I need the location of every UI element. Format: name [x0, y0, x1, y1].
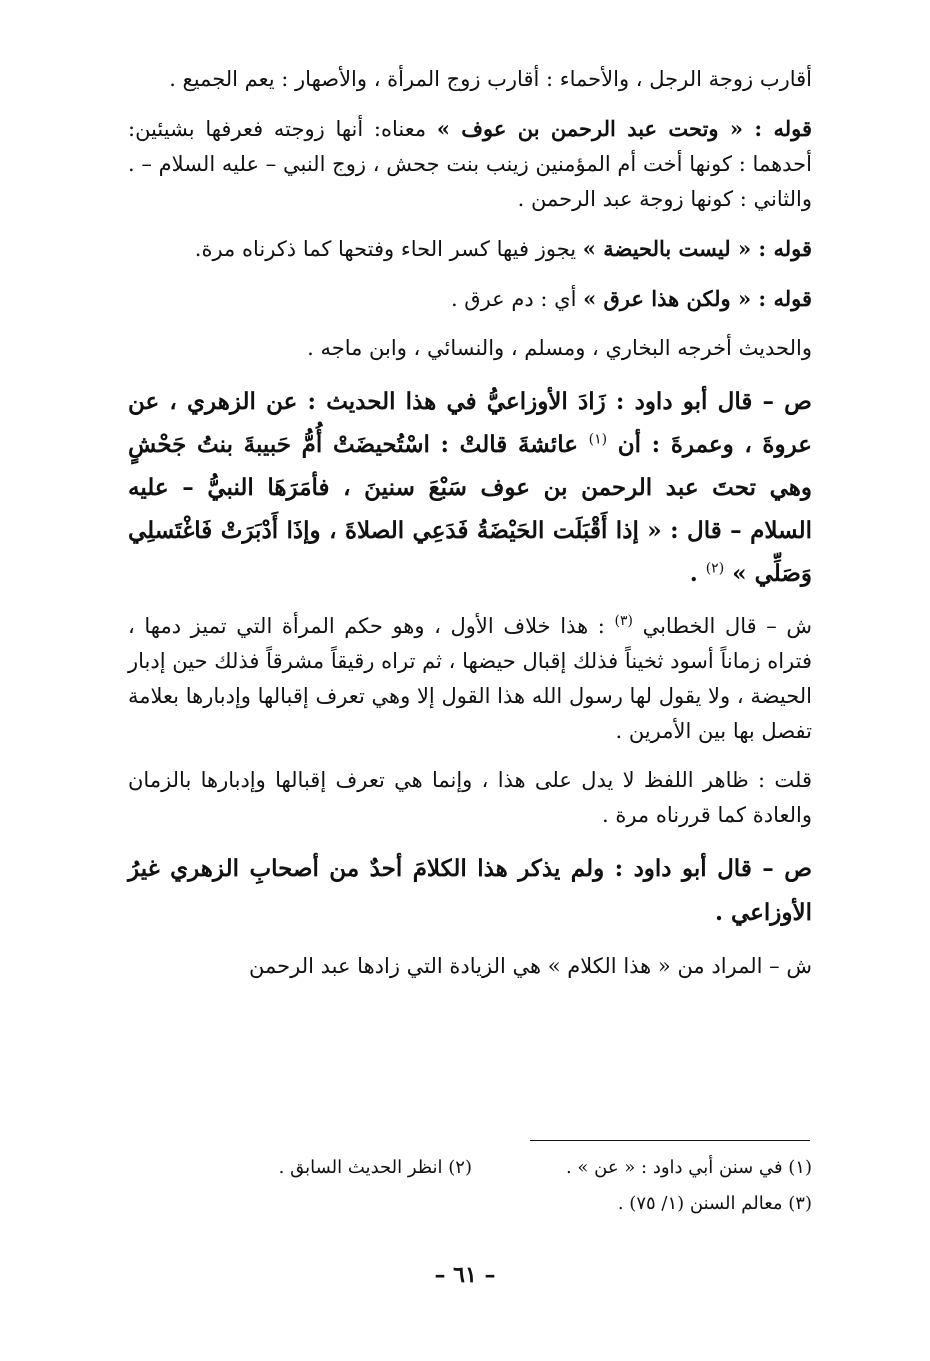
sharh-text-1 — [128, 609, 812, 749]
paragraph-text: والحديث أخرجه البخاري ، ومسلم ، والنسائي ، وابن ماجه . — [307, 336, 812, 360]
footnote-2: (٢) انظر الحديث السابق . — [278, 1157, 472, 1178]
footnote-ref-3: (٣) — [614, 613, 633, 629]
sharh-text-2 — [128, 949, 812, 984]
footnote-divider — [530, 1140, 810, 1141]
paragraph-commentary-3 — [128, 281, 812, 317]
paragraph-commentary-2 — [128, 231, 812, 267]
paragraph-takhrij — [128, 331, 812, 366]
page-number: – ٦١ – — [434, 1262, 496, 1288]
sharh-part: ش – المراد من « هذا الكلام » هي الزيادة التي زادها عبد الرحمن — [249, 954, 812, 978]
quoted-phrase: قوله : « ليست بالحيضة » — [582, 236, 812, 261]
paragraph-text: أي : دم عرق . — [450, 287, 584, 311]
main-text — [128, 62, 812, 998]
hadith-end: . — [689, 560, 706, 587]
hadith-part: ص – قال أبو داود : ولم يذكر هذا الكلامَ أحدٌ من أصحابِ الزهري غيرُ الأوزاعي . — [128, 855, 812, 926]
paragraph-text: يجوز فيها كسر الحاء وفتحها كما ذكرناه مرة. — [194, 237, 583, 261]
paragraph-definitions — [128, 62, 812, 97]
footnote-3: (٣) معالم السنن (١/ ٧٥) . — [617, 1193, 812, 1214]
footnote-row — [128, 1150, 812, 1186]
paragraph-text: قلت : ظاهر اللفظ لا يدل على هذا ، وإنما هي تعرف إقبالها وإدبارها بالزمان والعادة كما قررناه مرة . — [128, 768, 812, 827]
footnote-1: (١) في سنن أبي داود : « عن » . — [565, 1157, 812, 1178]
hadith-part: ص – قال أبو داود : زَادَ الأوزاعيُّ في هذا الحديث : عن الزهري ، عن عروةَ ، وعمرةَ : أن — [128, 388, 813, 458]
footnotes — [128, 1150, 812, 1222]
quoted-phrase: قوله : « ولكن هذا عرق » — [583, 286, 812, 311]
paragraph-commentary-1 — [128, 111, 812, 217]
footnote-row — [128, 1186, 812, 1222]
footnote-ref-2: (٢) — [705, 560, 725, 577]
paragraph-qult — [128, 763, 812, 833]
hadith-part: عائشةَ قالتْ : اسْتُحيضَتْ أُمُّ حَبيبةَ بنتُ جَحْشٍ وهي تحتَ عبد الرحمن بن عوف سَبْعَ سنينَ ، فأمَرَهَا النبيُّ – عليه السلام – قال : « إذا أَقْبَلَت الحَيْضَةُ فَدَعِي الصلاةَ ، وإذَا أَدْبَرَتْ فَاغْتَسلِي وَصَلِّي » — [128, 431, 812, 587]
hadith-text-2 — [128, 847, 812, 935]
quoted-phrase: قوله : « وتحت عبد الرحمن بن عوف » — [436, 116, 812, 141]
sharh-part: : هذا خلاف الأول ، وهو حكم المرأة التي تميز دمها ، فتراه زماناً أسود ثخيناً فذلك إقبال حيضها ، ثم تراه رقيقاً مشرقاً فذلك حين إدبار الحيضة ، ولا يقول لها رسول الله هذا القول إلا وهي تعرف إقبالها وإدبارها بعلامة تفصل بها بين الأمرين . — [128, 614, 812, 743]
paragraph-text: أقارب زوجة الرجل ، والأحماء : أقارب زوج المرأة ، والأصهار : يعم الجميع . — [169, 67, 812, 91]
sharh-part: ش – قال الخطابي — [642, 614, 813, 638]
footnote-ref-1: (١) — [588, 431, 608, 448]
paragraph-text: معناه: أنها زوجته فعرفها بشيئين: أحدهما : كونها أخت أم المؤمنين زينب بنت جحش ، زوج النبي – عليه السلام – . والثاني : كونها زوجة عبد الرحمن . — [128, 117, 812, 211]
hadith-text-1 — [128, 380, 812, 595]
